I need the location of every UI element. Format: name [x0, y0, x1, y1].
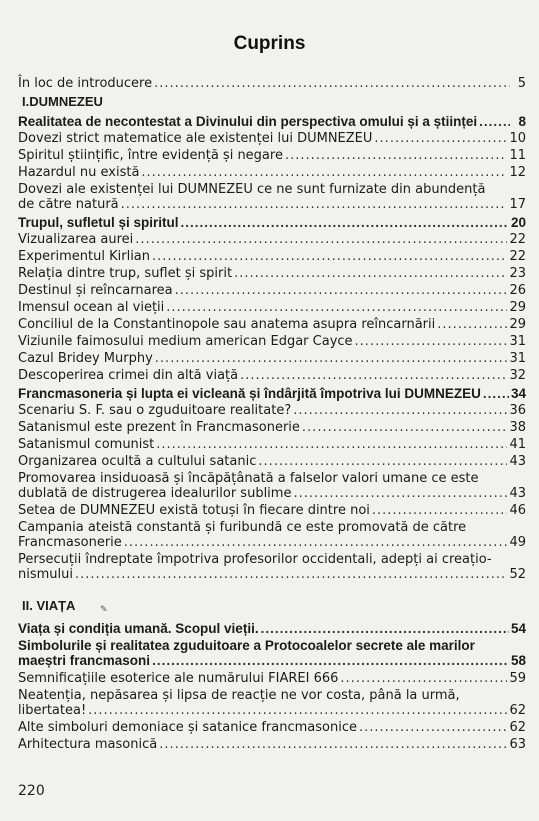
toc-entry-title: Satanismul comunist — [18, 437, 155, 452]
toc-entry — [18, 454, 526, 469]
toc-page-number: 36 — [509, 403, 526, 418]
toc-entry-title: Setea de DUMNEZEU există totuși în fiecare dintre noi — [18, 503, 370, 518]
dot-leader — [166, 300, 507, 315]
dot-leader — [152, 653, 509, 668]
dot-leader — [355, 334, 508, 349]
dot-leader — [159, 737, 507, 752]
toc-page-number: 49 — [509, 535, 526, 550]
toc-entry — [18, 552, 526, 582]
dot-leader — [340, 671, 507, 686]
toc-entry — [18, 420, 526, 435]
toc-entry-title: Realitatea de necontestat a Divinului din perspectiva omului și a științei — [18, 114, 478, 129]
print-speck: ✎ — [100, 605, 108, 615]
dot-leader — [135, 232, 507, 247]
toc-page-number: 32 — [509, 368, 526, 383]
toc-entry — [18, 182, 526, 212]
toc-page-number: 20 — [510, 215, 526, 230]
toc-entry — [18, 638, 526, 668]
toc-entry-title: Relația dintre trup, suflet și spirit — [18, 266, 233, 281]
toc-page-number: 54 — [510, 621, 526, 636]
toc-entry-title: Imensul ocean al vieții — [18, 300, 165, 315]
toc-entry-title: Experimentul Kirlian — [18, 249, 151, 264]
dot-leader — [261, 621, 509, 636]
dot-leader — [154, 76, 510, 91]
toc-entry-title: Semnificațiile esoterice ale numărului FIAREI 666 — [18, 671, 339, 686]
dot-leader — [124, 535, 508, 550]
toc-entry — [18, 300, 526, 315]
toc-entry — [18, 215, 526, 230]
toc-page-number: 22 — [509, 249, 526, 264]
toc-page-number: 17 — [509, 197, 526, 212]
dot-leader — [483, 386, 509, 401]
toc-entry — [18, 471, 526, 501]
toc-page-number: 62 — [509, 720, 526, 735]
toc-entry-title: Dovezi strict matematice ale existenței lui DUMNEZEU — [18, 131, 373, 146]
toc-entry — [18, 503, 526, 518]
dot-leader — [372, 503, 508, 518]
dot-leader — [181, 215, 509, 230]
dot-leader — [293, 403, 507, 418]
toc-page-number: 52 — [509, 567, 526, 582]
toc-page-number: 59 — [509, 671, 526, 686]
toc-page-number: 12 — [509, 165, 526, 180]
toc-entry-title: Promovarea insiduoasă și încăpățânată a falselor valori umane ce este — [18, 471, 479, 486]
dot-leader — [152, 249, 507, 264]
toc-page-number: 41 — [509, 437, 526, 452]
toc-page-number: 31 — [509, 334, 526, 349]
toc-entry-title: Neatenția, nepăsarea și lipsa de reacție ne vor costa, până la urmă, — [18, 688, 460, 703]
toc-entry-title: Francmasoneria și lupta ei vicleană și îndârjită împotriva lui DUMNEZEU — [18, 386, 481, 401]
toc-entry — [18, 114, 526, 129]
toc-page-number: 22 — [509, 232, 526, 247]
dot-leader — [285, 148, 508, 163]
toc-page-number: 26 — [509, 283, 526, 298]
toc-page-number: 5 — [517, 76, 526, 91]
toc-entry-title: Vizualizarea aurei — [18, 232, 134, 247]
toc-entry-title-continued: de către natură — [18, 197, 119, 212]
dot-leader — [141, 165, 507, 180]
toc-entry-title: Simbolurile și realitatea zguduitoare a Protocoalelor secrete ale marilor — [18, 638, 475, 653]
dot-leader — [479, 114, 510, 129]
toc-entry — [18, 148, 526, 163]
dot-leader — [302, 420, 508, 435]
toc-entry — [18, 403, 526, 418]
toc-entry — [18, 76, 526, 91]
toc-page-number: 46 — [509, 503, 526, 518]
toc-page-number: 43 — [509, 454, 526, 469]
toc-page-number: 31 — [509, 351, 526, 366]
toc-entry — [18, 368, 526, 383]
toc-page-number: 34 — [510, 386, 526, 401]
toc-entry-title: Viziunile faimosului medium american Edgar Cayce — [18, 334, 353, 349]
toc-page-number: 38 — [509, 420, 526, 435]
toc-entry — [18, 621, 526, 636]
toc-entry — [18, 720, 526, 735]
toc-entry-title: Campania ateistă constantă și furibundă ce este promovată de către — [18, 520, 467, 535]
table-of-contents — [18, 74, 526, 752]
toc-page-number: 63 — [509, 737, 526, 752]
toc-entry-title: Alte simboluri demoniace și satanice francmasonice — [18, 720, 357, 735]
toc-entry-title-continued: maeștri francmasoni — [18, 653, 151, 668]
toc-page-number: 23 — [509, 266, 526, 281]
toc-entry — [18, 131, 526, 146]
toc-entry — [18, 520, 526, 550]
toc-entry-title-continued: libertatea! — [18, 703, 87, 718]
page-number: 220 — [18, 783, 45, 799]
dot-leader — [155, 351, 508, 366]
toc-page-number: 58 — [510, 653, 526, 668]
toc-entry-title-continued: dublată de distrugerea idealurilor sublime — [18, 486, 292, 501]
toc-entry — [18, 334, 526, 349]
dot-leader — [156, 437, 507, 452]
toc-entry-title: Arhitectura masonică — [18, 737, 158, 752]
page-title: Cuprins — [233, 33, 306, 54]
toc-entry-title: Destinul și reîncarnarea — [18, 283, 173, 298]
dot-leader — [293, 486, 507, 501]
toc-entry-title: Dovezi ale existenței lui DUMNEZEU ce ne sunt furnizate din abundență — [18, 182, 486, 197]
toc-entry — [18, 386, 526, 401]
toc-entry — [18, 165, 526, 180]
toc-entry-title-continued: Francmasonerie — [18, 535, 122, 550]
dot-leader — [240, 368, 507, 383]
toc-page-number: 11 — [509, 148, 526, 163]
toc-section-heading: II. VIAȚA — [22, 598, 76, 613]
dot-leader — [121, 197, 508, 212]
dot-leader — [88, 703, 507, 718]
toc-entry-title: Trupul, sufletul și spiritul — [18, 215, 179, 230]
toc-entry-title: Spiritul științific, între evidență și negare — [18, 148, 283, 163]
toc-entry-title: Satanismul este prezent în Francmasonerie — [18, 420, 300, 435]
toc-page-number: 8 — [518, 114, 526, 129]
toc-section-heading: I.DUMNEZEU — [22, 94, 103, 109]
toc-page-number: 43 — [509, 486, 526, 501]
toc-page-number: 29 — [509, 300, 526, 315]
toc-entry — [18, 249, 526, 264]
toc-entry — [18, 437, 526, 452]
toc-entry-title: În loc de introducere — [18, 76, 153, 91]
toc-entry — [18, 266, 526, 281]
toc-entry — [18, 737, 526, 752]
dot-leader — [234, 266, 507, 281]
toc-entry-title: Scenariu S. F. sau o zguduitoare realitate? — [18, 403, 292, 418]
dot-leader — [359, 720, 507, 735]
toc-entry — [18, 283, 526, 298]
toc-entry-title: Viața și condiția umană. Scopul vieții. — [18, 621, 259, 636]
dot-leader — [258, 454, 507, 469]
toc-entry — [18, 688, 526, 718]
dot-leader — [374, 131, 507, 146]
toc-entry — [18, 232, 526, 247]
toc-entry-title-continued: nismului — [18, 567, 73, 582]
toc-page-number: 29 — [509, 317, 526, 332]
toc-entry — [18, 317, 526, 332]
dot-leader — [175, 283, 508, 298]
toc-entry-title: Organizarea ocultă a cultului satanic — [18, 454, 257, 469]
toc-entry — [18, 671, 526, 686]
dot-leader — [75, 567, 507, 582]
toc-entry-title: Descoperirea crimei din altă viață — [18, 368, 239, 383]
toc-page-number: 10 — [509, 131, 526, 146]
toc-entry-title: Cazul Bridey Murphy — [18, 351, 153, 366]
toc-entry-title: Persecuții îndreptate împotriva profesorilor occidentali, adepți ai creațio- — [18, 552, 492, 567]
toc-entry-title: Conciliul de la Constantinopole sau anatema asupra reîncarnării — [18, 317, 436, 332]
toc-entry — [18, 351, 526, 366]
dot-leader — [437, 317, 507, 332]
toc-entry-title: Hazardul nu există — [18, 165, 140, 180]
toc-page-number: 62 — [509, 703, 526, 718]
